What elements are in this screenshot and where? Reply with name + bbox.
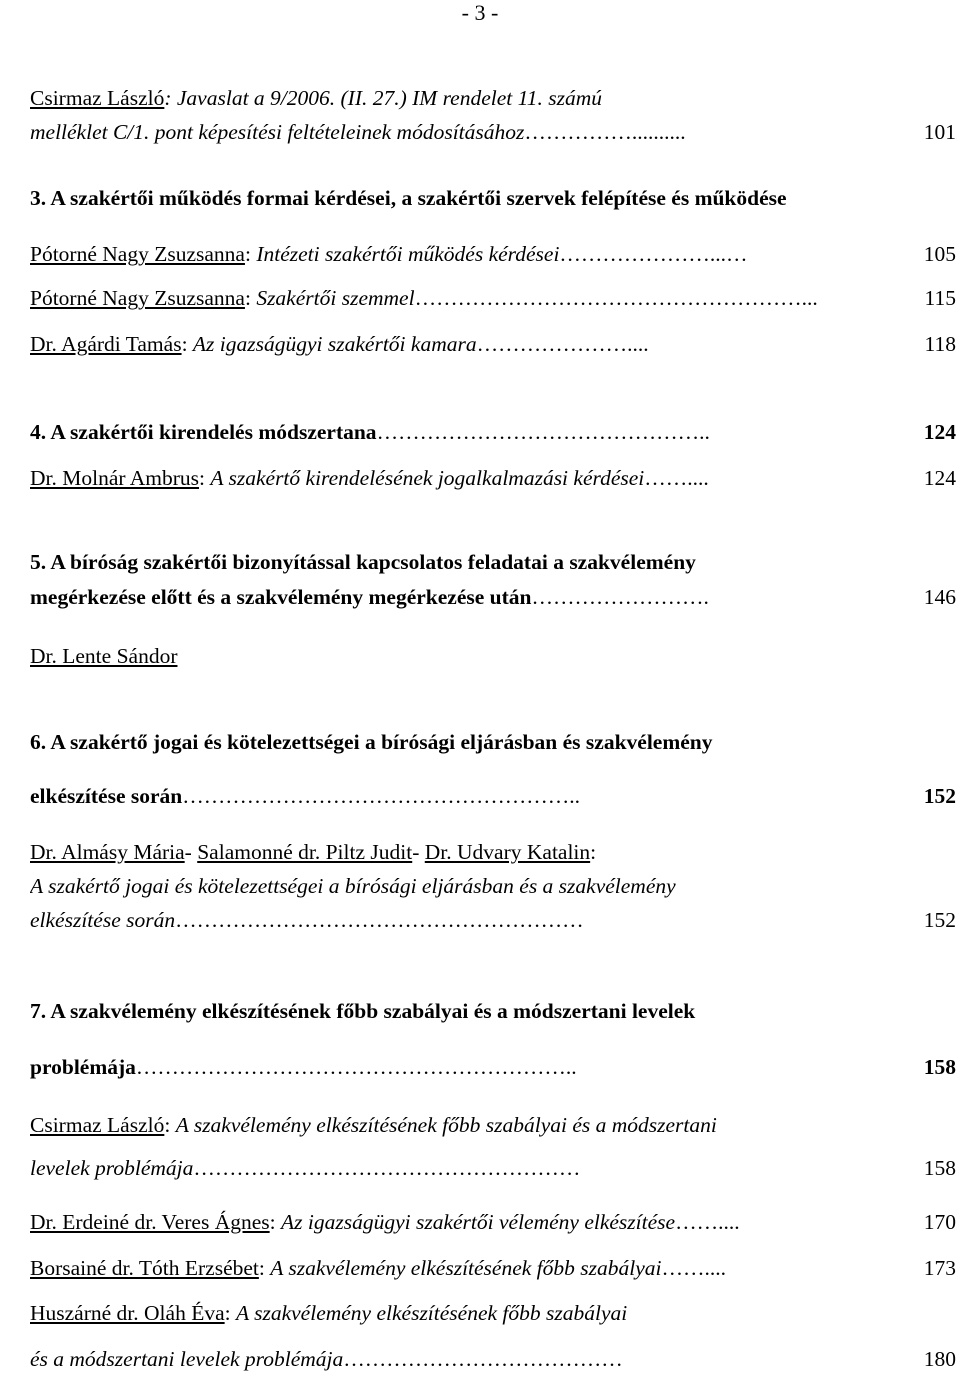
- toc-separator: -: [184, 840, 198, 864]
- toc-author: Pótorné Nagy Zsuzsanna: [30, 242, 245, 266]
- toc-section-title: megérkezése előtt és a szakvélemény megérkezése után: [30, 585, 532, 609]
- toc-leader: ………………………………………………..: [182, 784, 581, 808]
- toc-title: Az igazságügyi szakértői vélemény elkészítése: [281, 1210, 676, 1234]
- toc-entry-line: [30, 464, 958, 492]
- toc-page-ref: 118: [924, 332, 956, 356]
- toc-title: A szakvélemény elkészítésének főbb szabályai: [270, 1256, 662, 1280]
- toc-page-ref: 158: [923, 1055, 956, 1079]
- toc-separator: -: [412, 840, 425, 864]
- toc-entry-line: [30, 1345, 958, 1373]
- toc-section-title: 4. A szakértői kirendelés módszertana: [30, 420, 377, 444]
- toc-section-title: problémája: [30, 1055, 136, 1079]
- toc-separator: :: [590, 840, 597, 864]
- page-number: - 3 -: [461, 0, 499, 25]
- toc-entry-line: [30, 284, 958, 312]
- toc-leader: ………………………………………………: [193, 1156, 581, 1180]
- toc-author: Dr. Lente Sándor: [30, 644, 178, 668]
- toc-author: Dr. Agárdi Tamás: [30, 332, 182, 356]
- toc-section-heading: [30, 782, 958, 810]
- toc-page-ref: 152: [923, 908, 956, 932]
- toc-entry-line: [30, 1111, 958, 1139]
- toc-section-heading: [30, 1053, 958, 1081]
- toc-leader: ………………………………………………...: [414, 286, 818, 310]
- toc-entry-line: [30, 84, 958, 112]
- toc-section-title: 7. A szakvélemény elkészítésének főbb szabályai és a módszertani levelek: [30, 999, 696, 1023]
- toc-entry-line: [30, 906, 958, 934]
- toc-entry-line: [30, 1299, 958, 1327]
- toc-page-ref: 124: [923, 466, 956, 490]
- toc-entry-line: [30, 240, 958, 268]
- toc-author: Dr. Molnár Ambrus: [30, 466, 200, 490]
- toc-section-heading: [30, 728, 958, 756]
- toc-separator: :: [164, 1113, 176, 1137]
- toc-page-ref: 158: [923, 1156, 956, 1180]
- toc-leader: ……....: [675, 1210, 740, 1234]
- toc-leader: ……………………………………………………..: [135, 1055, 577, 1079]
- toc-author: Salamonné dr. Piltz Judit: [197, 840, 413, 864]
- toc-author: Csirmaz László: [30, 86, 165, 110]
- toc-title: A szakértő jogai és kötelezettségei a bírósági eljárásban és a szakvélemény: [30, 874, 676, 898]
- toc-leader: …………………....: [476, 332, 649, 356]
- toc-author: Huszárné dr. Oláh Éva: [30, 1301, 225, 1325]
- toc-separator: :: [224, 1301, 236, 1325]
- toc-entry-line: [30, 872, 958, 900]
- toc-title: A szakvélemény elkészítésének főbb szabályai: [235, 1301, 628, 1325]
- toc-entry-line: [30, 118, 958, 146]
- toc-author: Borsainé dr. Tóth Erzsébet: [30, 1256, 259, 1280]
- toc-entry-line: [30, 1208, 958, 1236]
- toc-section-heading: [30, 184, 958, 212]
- toc-author: Dr. Almásy Mária: [30, 840, 185, 864]
- toc-author: Dr. Udvary Katalin: [424, 840, 591, 864]
- toc-entry-line: [30, 642, 958, 670]
- toc-leader: ……....: [644, 466, 709, 490]
- toc-author: Pótorné Nagy Zsuzsanna: [30, 286, 245, 310]
- toc-leader: …………………...…: [559, 242, 748, 266]
- toc-title: levelek problémája: [30, 1156, 194, 1180]
- toc-leader: ……………..........: [524, 120, 686, 144]
- toc-separator: :: [181, 332, 193, 356]
- toc-section-title: elkészítése során: [30, 784, 183, 808]
- toc-leader: …………………………………………………: [175, 908, 584, 932]
- toc-entry-line: [30, 330, 958, 358]
- toc-section-heading: [30, 548, 958, 576]
- toc-leader: ……....: [661, 1256, 727, 1280]
- toc-page-ref: 180: [923, 1347, 956, 1371]
- toc-section-heading: [30, 583, 958, 611]
- toc-leader: ………………………………………..: [376, 420, 710, 444]
- toc-entry-line: [30, 838, 958, 866]
- toc-section-heading: [30, 997, 958, 1025]
- toc-author: Dr. Erdeiné dr. Veres Ágnes: [30, 1210, 270, 1234]
- toc-title: Szakértői szemmel: [256, 286, 415, 310]
- toc-section-heading: [30, 418, 958, 446]
- toc-section-title: 6. A szakértő jogai és kötelezettségei a bírósági eljárásban és szakvélemény: [30, 730, 713, 754]
- toc-title: Az igazságügyi szakértői kamara: [192, 332, 477, 356]
- toc-title: elkészítése során: [30, 908, 176, 932]
- toc-page-ref: 101: [923, 120, 956, 144]
- toc-separator: :: [199, 466, 211, 490]
- toc-section-title: 5. A bíróság szakértői bizonyítással kapcsolatos feladatai a szakvélemény: [30, 550, 696, 574]
- toc-title: melléklet C/1. pont képesítési feltételeinek módosításához: [30, 120, 525, 144]
- toc-title: és a módszertani levelek problémája: [30, 1347, 344, 1371]
- toc-entry-line: [30, 1154, 958, 1182]
- toc-page-ref: 146: [923, 585, 956, 609]
- toc-page-ref: 173: [923, 1256, 956, 1280]
- toc-title: A szakvélemény elkészítésének főbb szabályai és a módszertani: [175, 1113, 717, 1137]
- toc-page-ref: 105: [923, 242, 956, 266]
- toc-separator: :: [244, 286, 257, 310]
- toc-title: Javaslat a 9/2006. (II. 27.) IM rendelet 11. számú: [176, 86, 603, 110]
- toc-author: Csirmaz László: [30, 1113, 165, 1137]
- toc-separator: :: [258, 1256, 271, 1280]
- toc-page-ref: 152: [923, 784, 956, 808]
- toc-separator: :: [269, 1210, 281, 1234]
- toc-separator: :: [164, 86, 177, 110]
- toc-page-ref: 170: [923, 1210, 956, 1234]
- toc-entry-line: [30, 1254, 958, 1282]
- toc-section-title: 3. A szakértői működés formai kérdései, a szakértői szervek felépítése és működése: [30, 186, 787, 210]
- toc-page-ref: 124: [923, 420, 956, 444]
- toc-page-ref: 115: [924, 286, 956, 310]
- toc-separator: :: [244, 242, 257, 266]
- toc-leader: …………………………………: [343, 1347, 623, 1371]
- toc-leader: …………………….: [531, 585, 709, 609]
- toc-title: A szakértő kirendelésének jogalkalmazási kérdései: [210, 466, 645, 490]
- toc-title: Intézeti szakértői működés kérdései: [256, 242, 560, 266]
